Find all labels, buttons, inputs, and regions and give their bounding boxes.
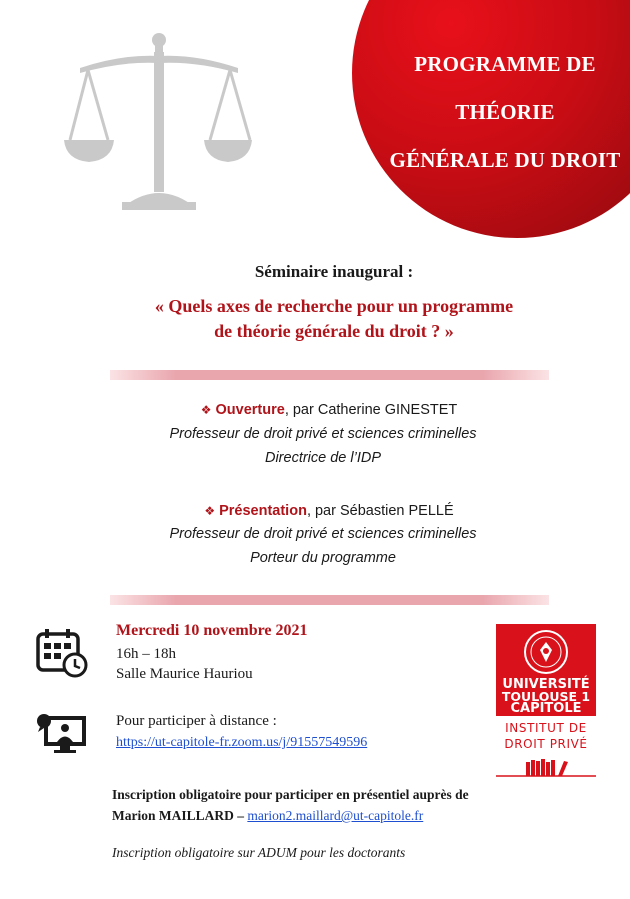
program-title-line-3: GÉNÉRALE DU DROIT xyxy=(389,148,621,172)
speaker-detail: Professeur de droit privé et sciences criminelles xyxy=(169,526,477,542)
books-icon xyxy=(496,756,596,778)
event-date: Mercredi 10 novembre 2021 xyxy=(116,622,308,639)
registration-line-1: Inscription obligatoire pour participer en présentiel auprès de xyxy=(112,787,469,802)
seminar-label: Séminaire inaugural : xyxy=(254,262,414,281)
event-time: 16h – 18h xyxy=(116,646,176,662)
logo-institute-line-2: DROIT PRIVÉ xyxy=(504,737,588,751)
contact-name: Marion MAILLARD – xyxy=(112,808,248,823)
speaker-name: , par Sébastien PELLÉ xyxy=(306,503,454,519)
program-title-line-2: THÉORIE xyxy=(455,100,555,124)
video-conference-icon xyxy=(36,712,88,754)
diamond-bullet-icon: ❖ xyxy=(200,403,212,417)
phd-note: Inscription obligatoire sur ADUM pour les doctorants xyxy=(112,845,406,860)
logo-univ-line-2: TOULOUSE 1 xyxy=(501,689,591,704)
zoom-link[interactable]: https://ut-capitole-fr.zoom.us/j/91557549596 xyxy=(116,735,368,750)
speaker-role: Ouverture xyxy=(215,402,285,418)
logo-univ-line-3: CAPITOLE xyxy=(510,701,582,716)
speaker-role: Présentation xyxy=(219,503,307,519)
registration-contact xyxy=(112,808,423,824)
speaker-detail: Directrice de l’IDP xyxy=(264,450,382,466)
speaker-name: , par Catherine GINESTET xyxy=(284,402,458,418)
divider-1 xyxy=(110,370,549,380)
seminar-title-line-2: de théorie générale du droit ? » xyxy=(214,321,454,341)
logo-institute-line-1: INSTITUT DE xyxy=(505,721,587,735)
program-title-line-1: PROGRAMME DE xyxy=(414,52,596,76)
remote-label: Pour participer à distance : xyxy=(116,713,277,729)
speaker-detail: Porteur du programme xyxy=(250,550,396,566)
diamond-bullet-icon: ❖ xyxy=(204,504,216,518)
calendar-clock-icon xyxy=(36,628,88,678)
scales-of-justice-icon xyxy=(62,28,252,213)
contact-email-link[interactable]: marion2.maillard@ut-capitole.fr xyxy=(247,808,424,823)
speaker-detail: Professeur de droit privé et sciences criminelles xyxy=(169,426,477,442)
seminar-title-line-1: « Quels axes de recherche pour un programme xyxy=(154,296,514,316)
logo-univ-line-1: UNIVERSITÉ xyxy=(502,677,590,692)
event-room: Salle Maurice Hauriou xyxy=(116,666,253,682)
divider-2 xyxy=(110,595,549,605)
speaker-presentation xyxy=(0,503,630,519)
university-seal-icon xyxy=(522,628,570,676)
speaker-ouverture xyxy=(0,402,630,418)
